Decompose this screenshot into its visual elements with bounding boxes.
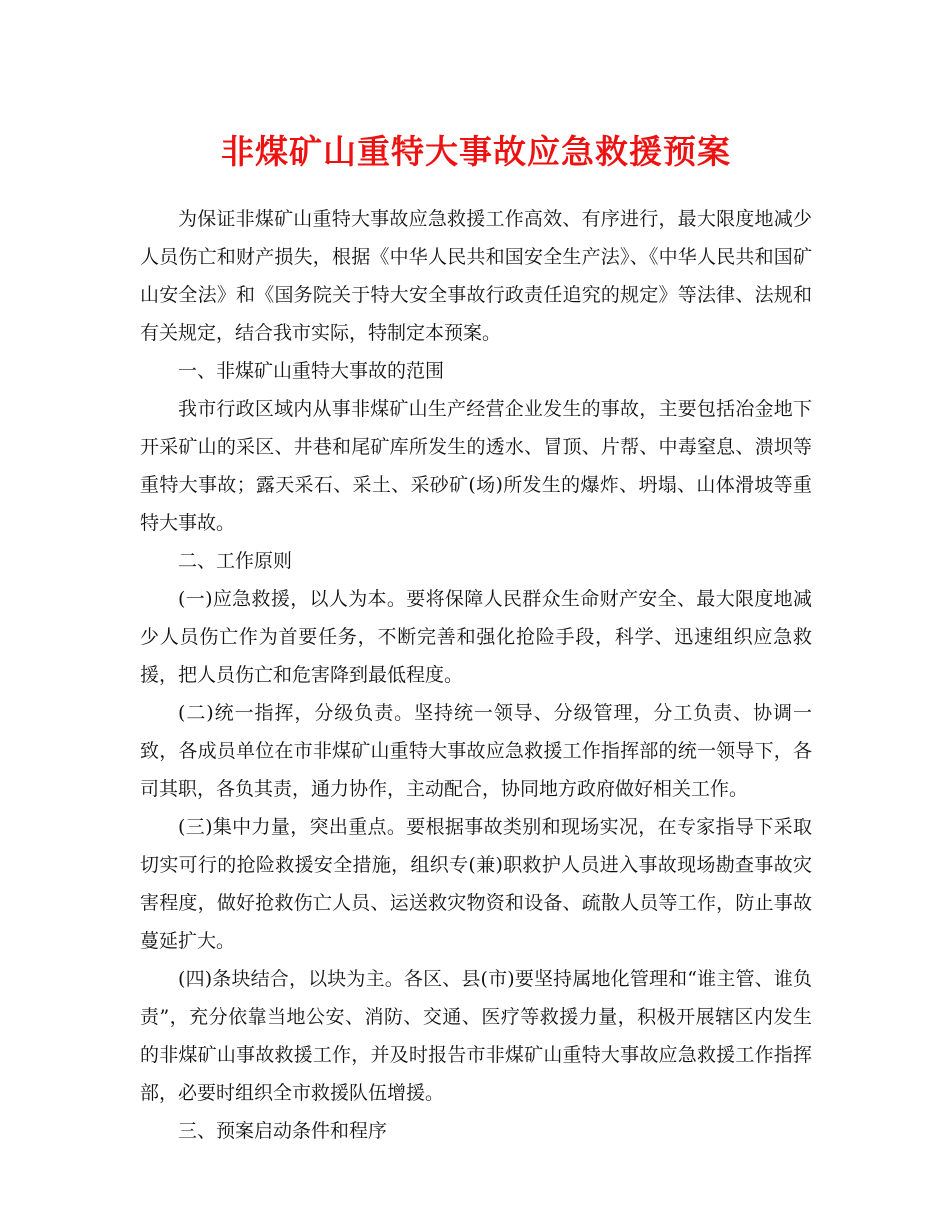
intro-paragraph: 为保证非煤矿山重特大事故应急救援工作高效、有序进行，最大限度地减少人员伤亡和财产损失，根据《中华人民共和国安全生产法》、《中华人民共和国矿山安全法》和《国务院关于特大安全事故行政责任追究的规定》等法律、法规和有关规定，结合我市实际，特制定本预案。 <box>140 208 812 344</box>
principle-3-paragraph: (三)集中力量，突出重点。要根据事故类别和现场实况，在专家指导下采取切实可行的抢险救援安全措施，组织专(兼)职救护人员进入事故现场勘查事故灾害程度，做好抢救伤亡人员、运送救灾物资和设备、疏散人员等工作，防止事故蔓延扩大。 <box>140 816 812 952</box>
document-title: 非煤矿山重特大事故应急救援预案 <box>221 132 731 171</box>
principle-2-paragraph: (二)统一指挥，分级负责。坚持统一领导、分级管理，分工负责、协调一致，各成员单位在市非煤矿山重特大事故应急救援工作指挥部的统一领导下，各司其职，各负其责，通力协作，主动配合，协同地方政府做好相关工作。 <box>140 702 812 800</box>
principle-4-paragraph: (四)条块结合，以块为主。各区、县(市)要坚持属地化管理和“谁主管、谁负责”，充分依靠当地公安、消防、交通、医疗等救援力量，积极开展辖区内发生的非煤矿山事故救援工作，并及时报告市非煤矿山重特大事故应急救援工作指挥部，必要时组织全市救援队伍增援。 <box>140 968 812 1104</box>
section-2-heading: 二、工作原则 <box>178 550 293 572</box>
section-3-heading: 三、预案启动条件和程序 <box>178 1120 388 1142</box>
section-1-heading: 一、非煤矿山重特大事故的范围 <box>178 360 445 382</box>
principle-1-paragraph: (一)应急救援，以人为本。要将保障人民群众生命财产安全、最大限度地减少人员伤亡作为首要任务，不断完善和强化抢险手段，科学、迅速组织应急救援，把人员伤亡和危害降到最低程度。 <box>140 588 812 686</box>
section-1-paragraph: 我市行政区域内从事非煤矿山生产经营企业发生的事故，主要包括冶金地下开采矿山的采区、井巷和尾矿库所发生的透水、冒顶、片帮、中毒窒息、溃坝等重特大事故；露天采石、采土、采砂矿(场)所发生的爆炸、坍塌、山体滑坡等重特大事故。 <box>140 398 812 534</box>
document-body <box>140 200 812 1150</box>
